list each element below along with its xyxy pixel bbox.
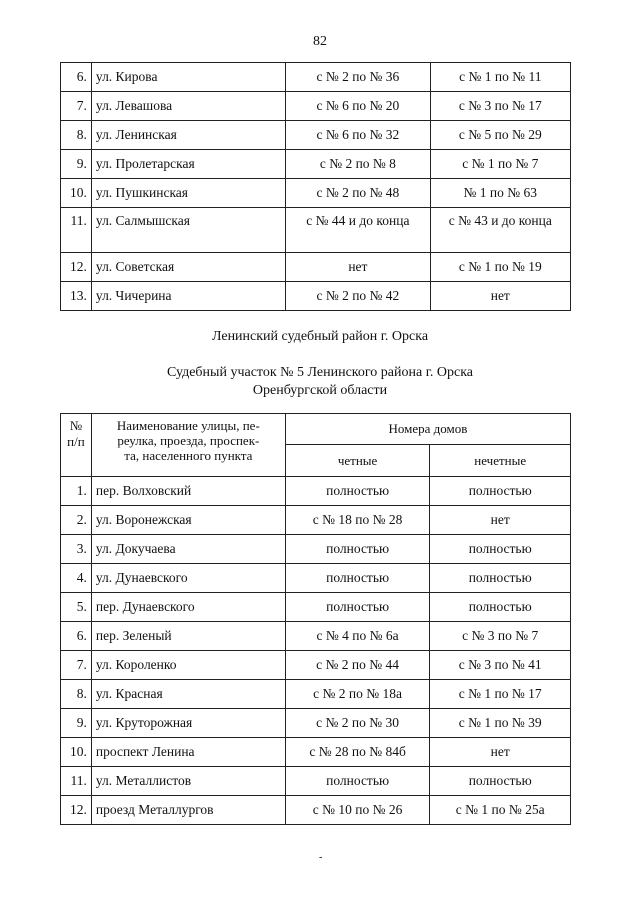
even-houses: с № 2 по № 42 xyxy=(286,282,430,311)
street-name: ул. Салмышская xyxy=(91,208,285,253)
even-houses: с № 2 по № 8 xyxy=(286,150,430,179)
even-houses: с № 4 по № 6а xyxy=(285,622,430,651)
header-even: четные xyxy=(285,445,430,477)
even-houses: полностью xyxy=(285,593,430,622)
bottom-mark: - xyxy=(319,852,323,863)
even-houses: полностью xyxy=(285,767,430,796)
odd-houses: с № 1 по № 17 xyxy=(430,680,571,709)
odd-houses: полностью xyxy=(430,593,571,622)
street-name: ул. Короленко xyxy=(91,651,285,680)
row-number: 12. xyxy=(61,796,92,825)
table-row xyxy=(61,767,571,796)
even-houses: с № 6 по № 32 xyxy=(286,121,430,150)
odd-houses: с № 3 по № 7 xyxy=(430,622,571,651)
street-name: ул. Чичерина xyxy=(91,282,285,311)
street-name: ул. Пушкинская xyxy=(91,179,285,208)
table-row xyxy=(61,622,571,651)
odd-houses: с № 3 по № 41 xyxy=(430,651,571,680)
table-row xyxy=(61,208,571,253)
street-name: ул. Красная xyxy=(91,680,285,709)
row-number: 13. xyxy=(61,282,92,311)
even-houses: с № 10 по № 26 xyxy=(285,796,430,825)
table-row xyxy=(61,63,571,92)
street-name: ул. Металлистов xyxy=(91,767,285,796)
header-name xyxy=(91,414,285,477)
odd-houses: с № 43 и до конца xyxy=(430,208,570,253)
table-row xyxy=(61,92,571,121)
row-number: 1. xyxy=(61,477,92,506)
row-number: 7. xyxy=(61,651,92,680)
even-houses: с № 28 по № 84б xyxy=(285,738,430,767)
even-houses: с № 18 по № 28 xyxy=(285,506,430,535)
header-number xyxy=(61,414,92,477)
table-row xyxy=(61,709,571,738)
row-number: 10. xyxy=(61,738,92,767)
odd-houses: полностью xyxy=(430,564,571,593)
odd-houses: с № 1 по № 19 xyxy=(430,253,570,282)
odd-houses: с № 1 по № 11 xyxy=(430,63,570,92)
header-house-numbers: Номера домов xyxy=(285,414,570,445)
street-name: проезд Металлургов xyxy=(91,796,285,825)
row-number: 2. xyxy=(61,506,92,535)
row-number: 7. xyxy=(61,92,92,121)
odd-houses: нет xyxy=(430,738,571,767)
page-number: 82 xyxy=(313,34,327,49)
table-row xyxy=(61,179,571,208)
row-number: 6. xyxy=(61,622,92,651)
row-number: 9. xyxy=(61,150,92,179)
table-row xyxy=(61,477,571,506)
street-name: ул. Дунаевского xyxy=(91,564,285,593)
district-title: Ленинский судебный район г. Орска xyxy=(211,329,429,344)
even-houses: полностью xyxy=(285,535,430,564)
even-houses: с № 2 по № 44 xyxy=(285,651,430,680)
even-houses: с № 2 по № 48 xyxy=(286,179,430,208)
table-row xyxy=(61,593,571,622)
street-name: ул. Пролетарская xyxy=(91,150,285,179)
odd-houses: с № 5 по № 29 xyxy=(430,121,570,150)
street-name: пер. Дунаевского xyxy=(91,593,285,622)
table-row xyxy=(61,121,571,150)
street-name: ул. Воронежская xyxy=(91,506,285,535)
table-row xyxy=(61,680,571,709)
table-row xyxy=(61,738,571,767)
table-header-row xyxy=(61,414,571,445)
header-number-line: № xyxy=(69,418,83,433)
row-number: 4. xyxy=(61,564,92,593)
row-number: 9. xyxy=(61,709,92,738)
odd-houses: с № 1 по № 39 xyxy=(430,709,571,738)
header-name-line: Наименование улицы, пе- xyxy=(116,418,260,433)
even-houses: с № 2 по № 30 xyxy=(285,709,430,738)
section-title xyxy=(0,364,640,400)
row-number: 6. xyxy=(61,63,92,92)
street-name: ул. Ленинская xyxy=(91,121,285,150)
even-houses: с № 6 по № 20 xyxy=(286,92,430,121)
section-title-line: Оренбургской области xyxy=(252,383,388,398)
odd-houses: № 1 по № 63 xyxy=(430,179,570,208)
header-name-line: реулка, проезда, проспек- xyxy=(117,433,260,448)
table-row xyxy=(61,564,571,593)
row-number: 3. xyxy=(61,535,92,564)
street-name: ул. Советская xyxy=(91,253,285,282)
row-number: 8. xyxy=(61,680,92,709)
row-number: 5. xyxy=(61,593,92,622)
street-name: пер. Зеленый xyxy=(91,622,285,651)
odd-houses: с № 1 по № 7 xyxy=(430,150,570,179)
row-number: 12. xyxy=(61,253,92,282)
even-houses: с № 2 по № 36 xyxy=(286,63,430,92)
even-houses: с № 44 и до конца xyxy=(286,208,430,253)
row-number: 11. xyxy=(61,767,92,796)
table-row xyxy=(61,282,571,311)
even-houses: нет xyxy=(286,253,430,282)
row-number: 8. xyxy=(61,121,92,150)
table-row xyxy=(61,253,571,282)
table-row xyxy=(61,535,571,564)
street-name: пер. Волховский xyxy=(91,477,285,506)
header-name-line: та, населенного пункта xyxy=(124,448,253,463)
street-name: ул. Круторожная xyxy=(91,709,285,738)
even-houses: полностью xyxy=(285,477,430,506)
row-number: 10. xyxy=(61,179,92,208)
street-name: ул. Кирова xyxy=(91,63,285,92)
street-name: проспект Ленина xyxy=(91,738,285,767)
row-number: 11. xyxy=(61,208,92,253)
table-row xyxy=(61,506,571,535)
even-houses: полностью xyxy=(285,564,430,593)
odd-houses: полностью xyxy=(430,767,571,796)
header-number-line: п/п xyxy=(67,434,85,449)
section-title-line: Судебный участок № 5 Ленинского района г. Орска xyxy=(166,365,473,380)
odd-houses: нет xyxy=(430,506,571,535)
table-row xyxy=(61,150,571,179)
streets-table-continued xyxy=(60,62,571,311)
table-row xyxy=(61,651,571,680)
table-row xyxy=(61,796,571,825)
even-houses: с № 2 по № 18а xyxy=(285,680,430,709)
odd-houses: полностью xyxy=(430,535,571,564)
street-name: ул. Левашова xyxy=(91,92,285,121)
streets-table-section-5 xyxy=(60,413,571,825)
odd-houses: с № 3 по № 17 xyxy=(430,92,570,121)
odd-houses: нет xyxy=(430,282,570,311)
odd-houses: полностью xyxy=(430,477,571,506)
header-odd: нечетные xyxy=(430,445,571,477)
odd-houses: с № 1 по № 25а xyxy=(430,796,571,825)
street-name: ул. Докучаева xyxy=(91,535,285,564)
